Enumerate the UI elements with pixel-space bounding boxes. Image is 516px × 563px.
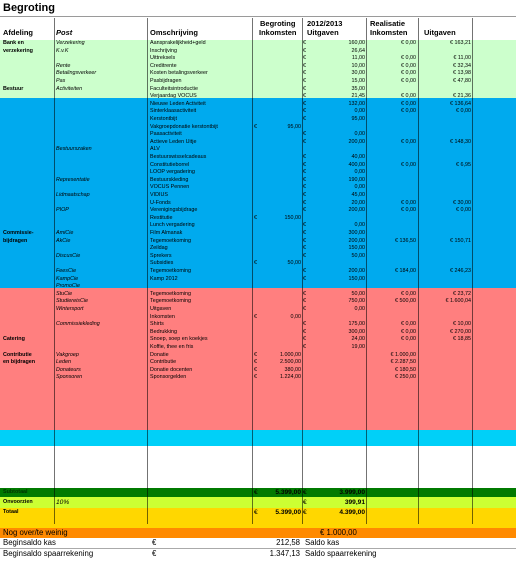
uitgaven-currency: € <box>303 176 306 183</box>
header-begroting[interactable]: Begroting <box>260 19 296 28</box>
uitgaven-value[interactable]: 4.399,00 <box>339 509 365 516</box>
omschrijving-cell[interactable]: Koffie, thee en fris <box>150 344 194 350</box>
post-cell[interactable]: FeesCie <box>56 268 77 274</box>
uitgaven-value[interactable]: 750,00 <box>348 298 365 305</box>
band-catering <box>0 430 516 446</box>
realisatie-uitgaven-value[interactable]: € 270,00 <box>450 328 471 335</box>
uitgaven-currency: € <box>303 306 306 312</box>
table-row <box>0 359 516 367</box>
omschrijving-cell[interactable]: Bedrukking <box>150 328 177 335</box>
realisatie-uitgaven-value[interactable]: € 6,95 <box>456 161 471 168</box>
uitgaven-currency: € <box>303 199 306 206</box>
table-row <box>0 329 516 337</box>
inkomsten-currency: € <box>254 359 257 366</box>
inkomsten-value[interactable]: 380,00 <box>284 366 301 373</box>
beginsaldo-kas-currency: € <box>152 538 157 547</box>
omschrijving-cell[interactable]: Snoep, soep en koekjes <box>150 336 208 343</box>
inkomsten-value[interactable]: 5.399,00 <box>275 489 301 496</box>
table-row <box>0 192 516 200</box>
table-row <box>0 367 516 375</box>
omschrijving-cell[interactable]: Tegemoetkoming <box>150 290 192 297</box>
afdeling-cell: en bijdragen <box>3 359 36 366</box>
realisatie-inkomsten-value[interactable]: € 180,50 <box>395 366 416 373</box>
omschrijving-cell[interactable]: Zeildag <box>150 245 168 252</box>
post-cell[interactable]: Bestuurszaken <box>56 146 92 153</box>
post-cell[interactable]: Leden <box>56 359 71 366</box>
realisatie-uitgaven-value[interactable]: € 136,64 <box>450 100 471 107</box>
inkomsten-value[interactable]: 1.224,00 <box>280 374 301 381</box>
table-row <box>0 314 516 322</box>
omschrijving-cell[interactable]: Bestuurswisselcadeaus <box>150 154 207 160</box>
realisatie-uitgaven-value[interactable]: € 0,00 <box>456 207 471 214</box>
realisatie-inkomsten-value[interactable]: € 0,00 <box>401 40 416 46</box>
uitgaven-currency: € <box>303 161 306 168</box>
uitgaven-currency: € <box>303 131 306 138</box>
uitgaven-currency: € <box>303 40 306 46</box>
realisatie-inkomsten-value[interactable]: € 0,00 <box>401 62 416 69</box>
table-row <box>0 169 516 177</box>
post-cell[interactable]: Pas <box>56 78 66 84</box>
omschrijving-cell[interactable]: Subsidies <box>150 260 174 267</box>
table-row <box>0 131 516 139</box>
uitgaven-value[interactable]: 26,64 <box>351 47 365 54</box>
inkomsten-currency: € <box>254 366 257 373</box>
table-row <box>0 509 516 518</box>
uitgaven-currency: € <box>303 268 306 274</box>
realisatie-uitgaven-value[interactable]: € 10,00 <box>453 321 471 328</box>
uitgaven-value[interactable]: 399,91 <box>344 499 365 506</box>
realisatie-uitgaven-value[interactable]: € 47,80 <box>453 78 471 84</box>
afdeling-cell: Totaal <box>3 509 19 515</box>
inkomsten-value[interactable]: 5.399,00 <box>275 509 301 516</box>
omschrijving-cell[interactable]: Film Almanak <box>150 230 183 236</box>
uitgaven-currency: € <box>303 70 306 77</box>
afdeling-cell: Onvoorzien <box>3 499 33 505</box>
uitgaven-value[interactable]: 50,00 <box>351 290 365 297</box>
realisatie-inkomsten-value[interactable]: € 0,00 <box>401 199 416 206</box>
beginsaldo-spaar-label: Beginsaldo spaarrekening <box>3 549 94 558</box>
realisatie-inkomsten-value[interactable]: € 0,00 <box>401 290 416 297</box>
uitgaven-value[interactable]: 160,00 <box>348 40 365 46</box>
omschrijving-cell[interactable]: Inschrijving <box>150 47 177 54</box>
uitgaven-currency: € <box>303 108 306 115</box>
table-row <box>0 336 516 344</box>
uitgaven-currency: € <box>303 328 306 335</box>
uitgaven-value[interactable]: 24,00 <box>351 336 365 343</box>
table-row <box>0 146 516 154</box>
uitgaven-value[interactable]: 0,00 <box>354 306 365 312</box>
omschrijving-cell[interactable]: Aansprakelijkheid+geld <box>150 40 206 46</box>
uitgaven-currency: € <box>303 290 306 297</box>
realisatie-uitgaven-value[interactable]: € 11,00 <box>453 55 471 62</box>
table-row <box>0 245 516 253</box>
uitgaven-value[interactable]: 400,00 <box>348 161 365 168</box>
omschrijving-cell[interactable]: LOOP vergadering <box>150 169 195 176</box>
realisatie-uitgaven-value[interactable]: € 13,98 <box>453 70 471 77</box>
post-cell[interactable]: PromoCie <box>56 283 80 290</box>
uitgaven-value[interactable]: 21,45 <box>351 93 365 100</box>
omschrijving-cell[interactable]: Nieuwe Leden Activiteit <box>150 100 206 107</box>
post-cell[interactable]: Sponsoren <box>56 374 83 381</box>
omschrijving-cell[interactable]: Inkomsten <box>150 313 175 320</box>
uitgaven-value[interactable]: 0,00 <box>354 108 365 115</box>
inkomsten-currency: € <box>254 260 257 267</box>
post-cell[interactable]: DiscusCie <box>56 252 81 259</box>
realisatie-uitgaven-value[interactable]: € 32,34 <box>453 62 471 69</box>
table-row <box>0 124 516 132</box>
table-row <box>0 298 516 306</box>
inkomsten-currency: € <box>254 509 258 516</box>
column-header-row <box>0 18 516 41</box>
uitgaven-value[interactable]: 0,00 <box>354 169 365 176</box>
uitgaven-currency: € <box>303 499 307 506</box>
omschrijving-cell[interactable]: Sinterklaasactiviteit <box>150 108 197 115</box>
table-row <box>0 93 516 101</box>
omschrijving-cell[interactable]: Tegemoetkoming <box>150 268 192 274</box>
omschrijving-cell[interactable]: Verenigingsbijdrage <box>150 207 198 214</box>
uitgaven-currency: € <box>303 169 306 176</box>
table-row <box>0 48 516 56</box>
uitgaven-value[interactable]: 30,00 <box>351 70 365 77</box>
nog-over-label: Nog over/te weinig <box>3 528 68 537</box>
inkomsten-currency: € <box>254 123 257 130</box>
realisatie-inkomsten-value[interactable]: € 0,00 <box>401 161 416 168</box>
realisatie-uitgaven-value[interactable]: € 30,00 <box>453 199 471 206</box>
realisatie-uitgaven-value[interactable]: € 0,00 <box>456 108 471 115</box>
uitgaven-currency: € <box>303 184 306 191</box>
header-uitgaven[interactable]: Uitgaven <box>307 28 339 37</box>
uitgaven-currency: € <box>303 62 306 69</box>
inkomsten-currency: € <box>254 374 257 381</box>
afdeling-cell: Catering <box>3 336 25 343</box>
uitgaven-currency: € <box>303 252 306 259</box>
realisatie-inkomsten-value[interactable]: € 136,50 <box>395 237 416 244</box>
uitgaven-currency: € <box>303 85 306 92</box>
table-row <box>0 321 516 329</box>
post-cell[interactable]: Rente <box>56 62 71 69</box>
table-row <box>0 86 516 94</box>
table-row <box>0 63 516 71</box>
realisatie-uitgaven-value[interactable]: € 163,21 <box>450 40 471 46</box>
header-post[interactable]: Post <box>56 28 73 37</box>
nog-over-value[interactable]: € 1.000,00 <box>320 528 357 537</box>
uitgaven-currency: € <box>303 336 306 343</box>
inkomsten-value[interactable]: 0,00 <box>290 313 301 320</box>
realisatie-inkomsten-value[interactable]: € 2.287,50 <box>390 359 416 366</box>
post-cell[interactable]: AkCie <box>56 237 71 244</box>
uitgaven-value[interactable]: 10,00 <box>351 62 365 69</box>
table-row <box>0 253 516 261</box>
band-contributie <box>0 446 516 488</box>
realisatie-uitgaven-value[interactable]: € 148,30 <box>450 138 471 145</box>
omschrijving-cell[interactable]: VIDIUS <box>150 192 168 198</box>
table-row <box>0 489 516 497</box>
uitgaven-value[interactable]: 45,00 <box>351 192 365 198</box>
uitgaven-value[interactable]: 0,00 <box>354 131 365 138</box>
uitgaven-currency: € <box>303 78 306 84</box>
uitgaven-currency: € <box>303 230 306 236</box>
afdeling-cell: verzekering <box>3 47 33 54</box>
uitgaven-value[interactable]: 95,00 <box>351 116 365 122</box>
header-realisatie[interactable]: Realisatie <box>370 19 406 28</box>
beginsaldo-spaar-row <box>0 549 516 559</box>
uitgaven-currency: € <box>303 192 306 198</box>
omschrijving-cell[interactable]: Tegemoetkoming <box>150 298 192 305</box>
sheet-title: Begroting <box>0 0 516 17</box>
beginsaldo-spaar-value[interactable]: 1.347,13 <box>269 549 300 558</box>
header-year[interactable]: 2012/2013 <box>307 19 343 28</box>
omschrijving-cell[interactable]: Sprekers <box>150 252 172 259</box>
uitgaven-currency: € <box>303 207 306 214</box>
realisatie-uitgaven-value[interactable]: € 23,72 <box>453 290 471 297</box>
header-realisatie-uitgaven[interactable]: Uitgaven <box>424 28 456 37</box>
uitgaven-currency: € <box>303 138 306 145</box>
omschrijving-cell[interactable]: Kosten betalingsverkeer <box>150 70 208 77</box>
inkomsten-value[interactable]: 50,00 <box>287 260 301 267</box>
omschrijving-cell[interactable]: Pasbijdragen <box>150 78 182 84</box>
post-cell[interactable]: Betalingsverkeer <box>56 70 97 77</box>
post-cell[interactable]: Activiteiten <box>56 85 83 92</box>
omschrijving-cell[interactable]: Donatie <box>150 351 169 358</box>
nog-over-row <box>0 528 516 538</box>
realisatie-inkomsten-value[interactable]: € 0,00 <box>401 93 416 100</box>
realisatie-inkomsten-value[interactable]: € 0,00 <box>401 207 416 214</box>
omschrijving-cell[interactable]: Donatie docenten <box>150 366 193 373</box>
omschrijving-cell[interactable]: Actieve Leden Uitje <box>150 138 197 145</box>
afdeling-cell: Commissie- <box>3 230 34 236</box>
realisatie-uitgaven-value[interactable]: € 18,85 <box>453 336 471 343</box>
afdeling-cell: Subtotaal <box>3 489 28 495</box>
inkomsten-currency: € <box>254 351 257 358</box>
table-row <box>0 162 516 170</box>
uitgaven-value[interactable]: 11,00 <box>351 55 365 62</box>
uitgaven-currency: € <box>303 237 306 244</box>
uitgaven-value[interactable]: 200,00 <box>348 268 365 274</box>
uitgaven-currency: € <box>303 154 306 160</box>
uitgaven-currency: € <box>303 47 306 54</box>
uitgaven-currency: € <box>303 93 306 100</box>
uitgaven-value[interactable]: 19,00 <box>351 344 365 350</box>
saldo-kas-label: Saldo kas <box>305 538 340 547</box>
post-cell[interactable]: Vakgroep <box>56 351 79 358</box>
realisatie-inkomsten-value[interactable]: € 0,00 <box>401 328 416 335</box>
afdeling-cell: Contributie <box>3 351 32 358</box>
omschrijving-cell[interactable]: Vakgroepdonatie kerstontbijt <box>150 123 218 130</box>
beginsaldo-kas-label: Beginsaldo kas <box>3 538 56 547</box>
inkomsten-value[interactable]: 2.500,00 <box>280 359 301 366</box>
header-omschrijving[interactable]: Omschrijving <box>150 28 198 37</box>
post-cell[interactable]: Representatie <box>56 176 90 183</box>
uitgaven-currency: € <box>303 509 307 516</box>
omschrijving-cell[interactable]: U-Fonds <box>150 199 171 206</box>
inkomsten-currency: € <box>254 313 257 320</box>
table-row <box>0 70 516 78</box>
uitgaven-value[interactable]: 190,00 <box>348 176 365 183</box>
uitgaven-value[interactable]: 0,00 <box>354 184 365 191</box>
realisatie-inkomsten-value[interactable]: € 500,00 <box>395 298 416 305</box>
post-cell[interactable]: Verzekering <box>56 40 85 46</box>
uitgaven-currency: € <box>303 321 306 328</box>
uitgaven-value[interactable]: 0,00 <box>354 222 365 229</box>
beginsaldo-kas-row <box>0 538 516 549</box>
afdeling-cell: Bestuur <box>3 85 24 92</box>
table-row <box>0 108 516 116</box>
uitgaven-value[interactable]: 175,00 <box>348 321 365 328</box>
omschrijving-cell[interactable]: Bestuurskleding <box>150 176 189 183</box>
omschrijving-cell[interactable]: Uittreksels <box>150 55 176 62</box>
realisatie-inkomsten-value[interactable]: € 184,00 <box>395 268 416 274</box>
post-cell[interactable]: StudiereisCie <box>56 298 89 305</box>
uitgaven-value[interactable]: 150,00 <box>348 275 365 282</box>
omschrijving-cell[interactable]: Uitgaven <box>150 306 172 312</box>
uitgaven-value[interactable]: 15,00 <box>351 78 365 84</box>
realisatie-inkomsten-value[interactable]: € 0,00 <box>401 138 416 145</box>
table-row <box>0 230 516 238</box>
uitgaven-value[interactable]: 300,00 <box>348 230 365 236</box>
table-row <box>0 499 516 507</box>
table-row <box>0 184 516 192</box>
post-cell[interactable]: Commissiekleding <box>56 321 100 328</box>
inkomsten-value[interactable]: 1.000,00 <box>280 351 301 358</box>
table-row <box>0 268 516 276</box>
afdeling-cell: Bank en <box>3 40 24 46</box>
uitgaven-value[interactable]: 20,00 <box>351 199 365 206</box>
table-row <box>0 40 516 48</box>
table-row <box>0 101 516 109</box>
inkomsten-currency: € <box>254 214 257 221</box>
table-row <box>0 139 516 147</box>
omschrijving-cell[interactable]: Restitutie <box>150 214 173 221</box>
uitgaven-value[interactable]: 200,00 <box>348 207 365 214</box>
table-row <box>0 291 516 299</box>
post-cell[interactable]: StuCie <box>56 290 73 297</box>
table-row <box>0 238 516 246</box>
beginsaldo-kas-value[interactable]: 212,58 <box>276 538 300 547</box>
uitgaven-currency: € <box>303 116 306 122</box>
uitgaven-value[interactable]: 200,00 <box>348 138 365 145</box>
realisatie-inkomsten-value[interactable]: € 250,00 <box>395 374 416 381</box>
table-row <box>0 344 516 352</box>
omschrijving-cell[interactable]: Creditrente <box>150 62 177 69</box>
omschrijving-cell[interactable]: Contributie <box>150 359 177 366</box>
saldo-spaar-label: Saldo spaarrekening <box>305 549 377 558</box>
realisatie-inkomsten-value[interactable]: € 0,00 <box>401 78 416 84</box>
uitgaven-value[interactable]: 300,00 <box>348 328 365 335</box>
uitgaven-currency: € <box>303 245 306 252</box>
table-row <box>0 260 516 268</box>
realisatie-uitgaven-value[interactable]: € 246,23 <box>450 268 471 274</box>
uitgaven-currency: € <box>303 222 306 229</box>
realisatie-inkomsten-value[interactable]: € 0,00 <box>401 55 416 62</box>
post-cell[interactable]: PIOP <box>56 207 69 214</box>
table-row <box>0 352 516 360</box>
post-cell[interactable]: Donateurs <box>56 366 81 373</box>
beginsaldo-spaar-currency: € <box>152 549 157 558</box>
realisatie-inkomsten-value[interactable]: € 1.000,00 <box>390 351 416 358</box>
omschrijving-cell[interactable]: Paasactiviteit <box>150 131 182 138</box>
uitgaven-currency: € <box>303 275 306 282</box>
inkomsten-currency: € <box>254 489 258 496</box>
post-cell[interactable]: K.v.K <box>56 47 69 54</box>
uitgaven-value[interactable]: 200,00 <box>348 237 365 244</box>
table-row <box>0 200 516 208</box>
header-realisatie-inkomsten[interactable]: Inkomsten <box>370 28 408 37</box>
table-row <box>0 276 516 284</box>
table-row <box>0 207 516 215</box>
post-cell[interactable]: 10% <box>56 499 70 506</box>
uitgaven-value[interactable]: 150,00 <box>348 245 365 252</box>
realisatie-inkomsten-value[interactable]: € 0,00 <box>401 108 416 115</box>
omschrijving-cell[interactable]: Verjaardag VOCUS <box>150 93 197 100</box>
realisatie-inkomsten-value[interactable]: € 0,00 <box>401 321 416 328</box>
omschrijving-cell[interactable]: Lunch vergadering <box>150 222 195 229</box>
uitgaven-currency: € <box>303 55 306 62</box>
table-row <box>0 215 516 223</box>
uitgaven-value[interactable]: 50,00 <box>351 252 365 259</box>
uitgaven-currency: € <box>303 489 307 496</box>
omschrijving-cell[interactable]: ALV <box>150 146 160 153</box>
header-afdeling[interactable]: Afdeling <box>3 28 33 37</box>
uitgaven-currency: € <box>303 100 306 107</box>
uitgaven-currency: € <box>303 298 306 305</box>
inkomsten-value[interactable]: 150,00 <box>284 214 301 221</box>
omschrijving-cell[interactable]: Constitutieborrel <box>150 161 190 168</box>
omschrijving-cell[interactable]: Faculteitsintroductie <box>150 85 198 92</box>
post-cell[interactable]: Wintersport <box>56 306 84 312</box>
omschrijving-cell[interactable]: Tegemoetkoming <box>150 237 192 244</box>
realisatie-uitgaven-value[interactable]: € 150,71 <box>450 237 471 244</box>
uitgaven-value[interactable]: 35,00 <box>351 85 365 92</box>
omschrijving-cell[interactable]: Kerstontbijt <box>150 116 177 122</box>
omschrijving-cell[interactable]: Kamp 2012 <box>150 275 178 282</box>
post-cell[interactable]: AmiCie <box>56 230 74 236</box>
uitgaven-value[interactable]: 132,00 <box>348 100 365 107</box>
post-cell[interactable]: KampCie <box>56 275 79 282</box>
table-row <box>0 116 516 124</box>
header-begroting-inkomsten[interactable]: Inkomsten <box>259 28 297 37</box>
table-row <box>0 154 516 162</box>
uitgaven-value[interactable]: 3.999,00 <box>339 489 365 496</box>
inkomsten-value[interactable]: 95,00 <box>287 123 301 130</box>
table-row <box>0 177 516 185</box>
table-row <box>0 306 516 314</box>
realisatie-inkomsten-value[interactable]: € 0,00 <box>401 336 416 343</box>
uitgaven-currency: € <box>303 344 306 350</box>
table-row <box>0 374 516 382</box>
table-row <box>0 78 516 86</box>
omschrijving-cell[interactable]: Sponsorgelden <box>150 374 187 381</box>
realisatie-uitgaven-value[interactable]: € 1.600,04 <box>445 298 471 305</box>
table-row <box>0 55 516 63</box>
realisatie-inkomsten-value[interactable]: € 0,00 <box>401 100 416 107</box>
realisatie-uitgaven-value[interactable]: € 21,36 <box>453 93 471 100</box>
table-row <box>0 222 516 230</box>
omschrijving-cell[interactable]: VOCUS Pennen <box>150 184 190 191</box>
uitgaven-value[interactable]: 40,00 <box>351 154 365 160</box>
post-cell[interactable]: Lidmaatschap <box>56 192 90 198</box>
realisatie-inkomsten-value[interactable]: € 0,00 <box>401 70 416 77</box>
afdeling-cell: bijdragen <box>3 237 28 244</box>
table-row <box>0 283 516 291</box>
omschrijving-cell[interactable]: Shirts <box>150 321 164 328</box>
